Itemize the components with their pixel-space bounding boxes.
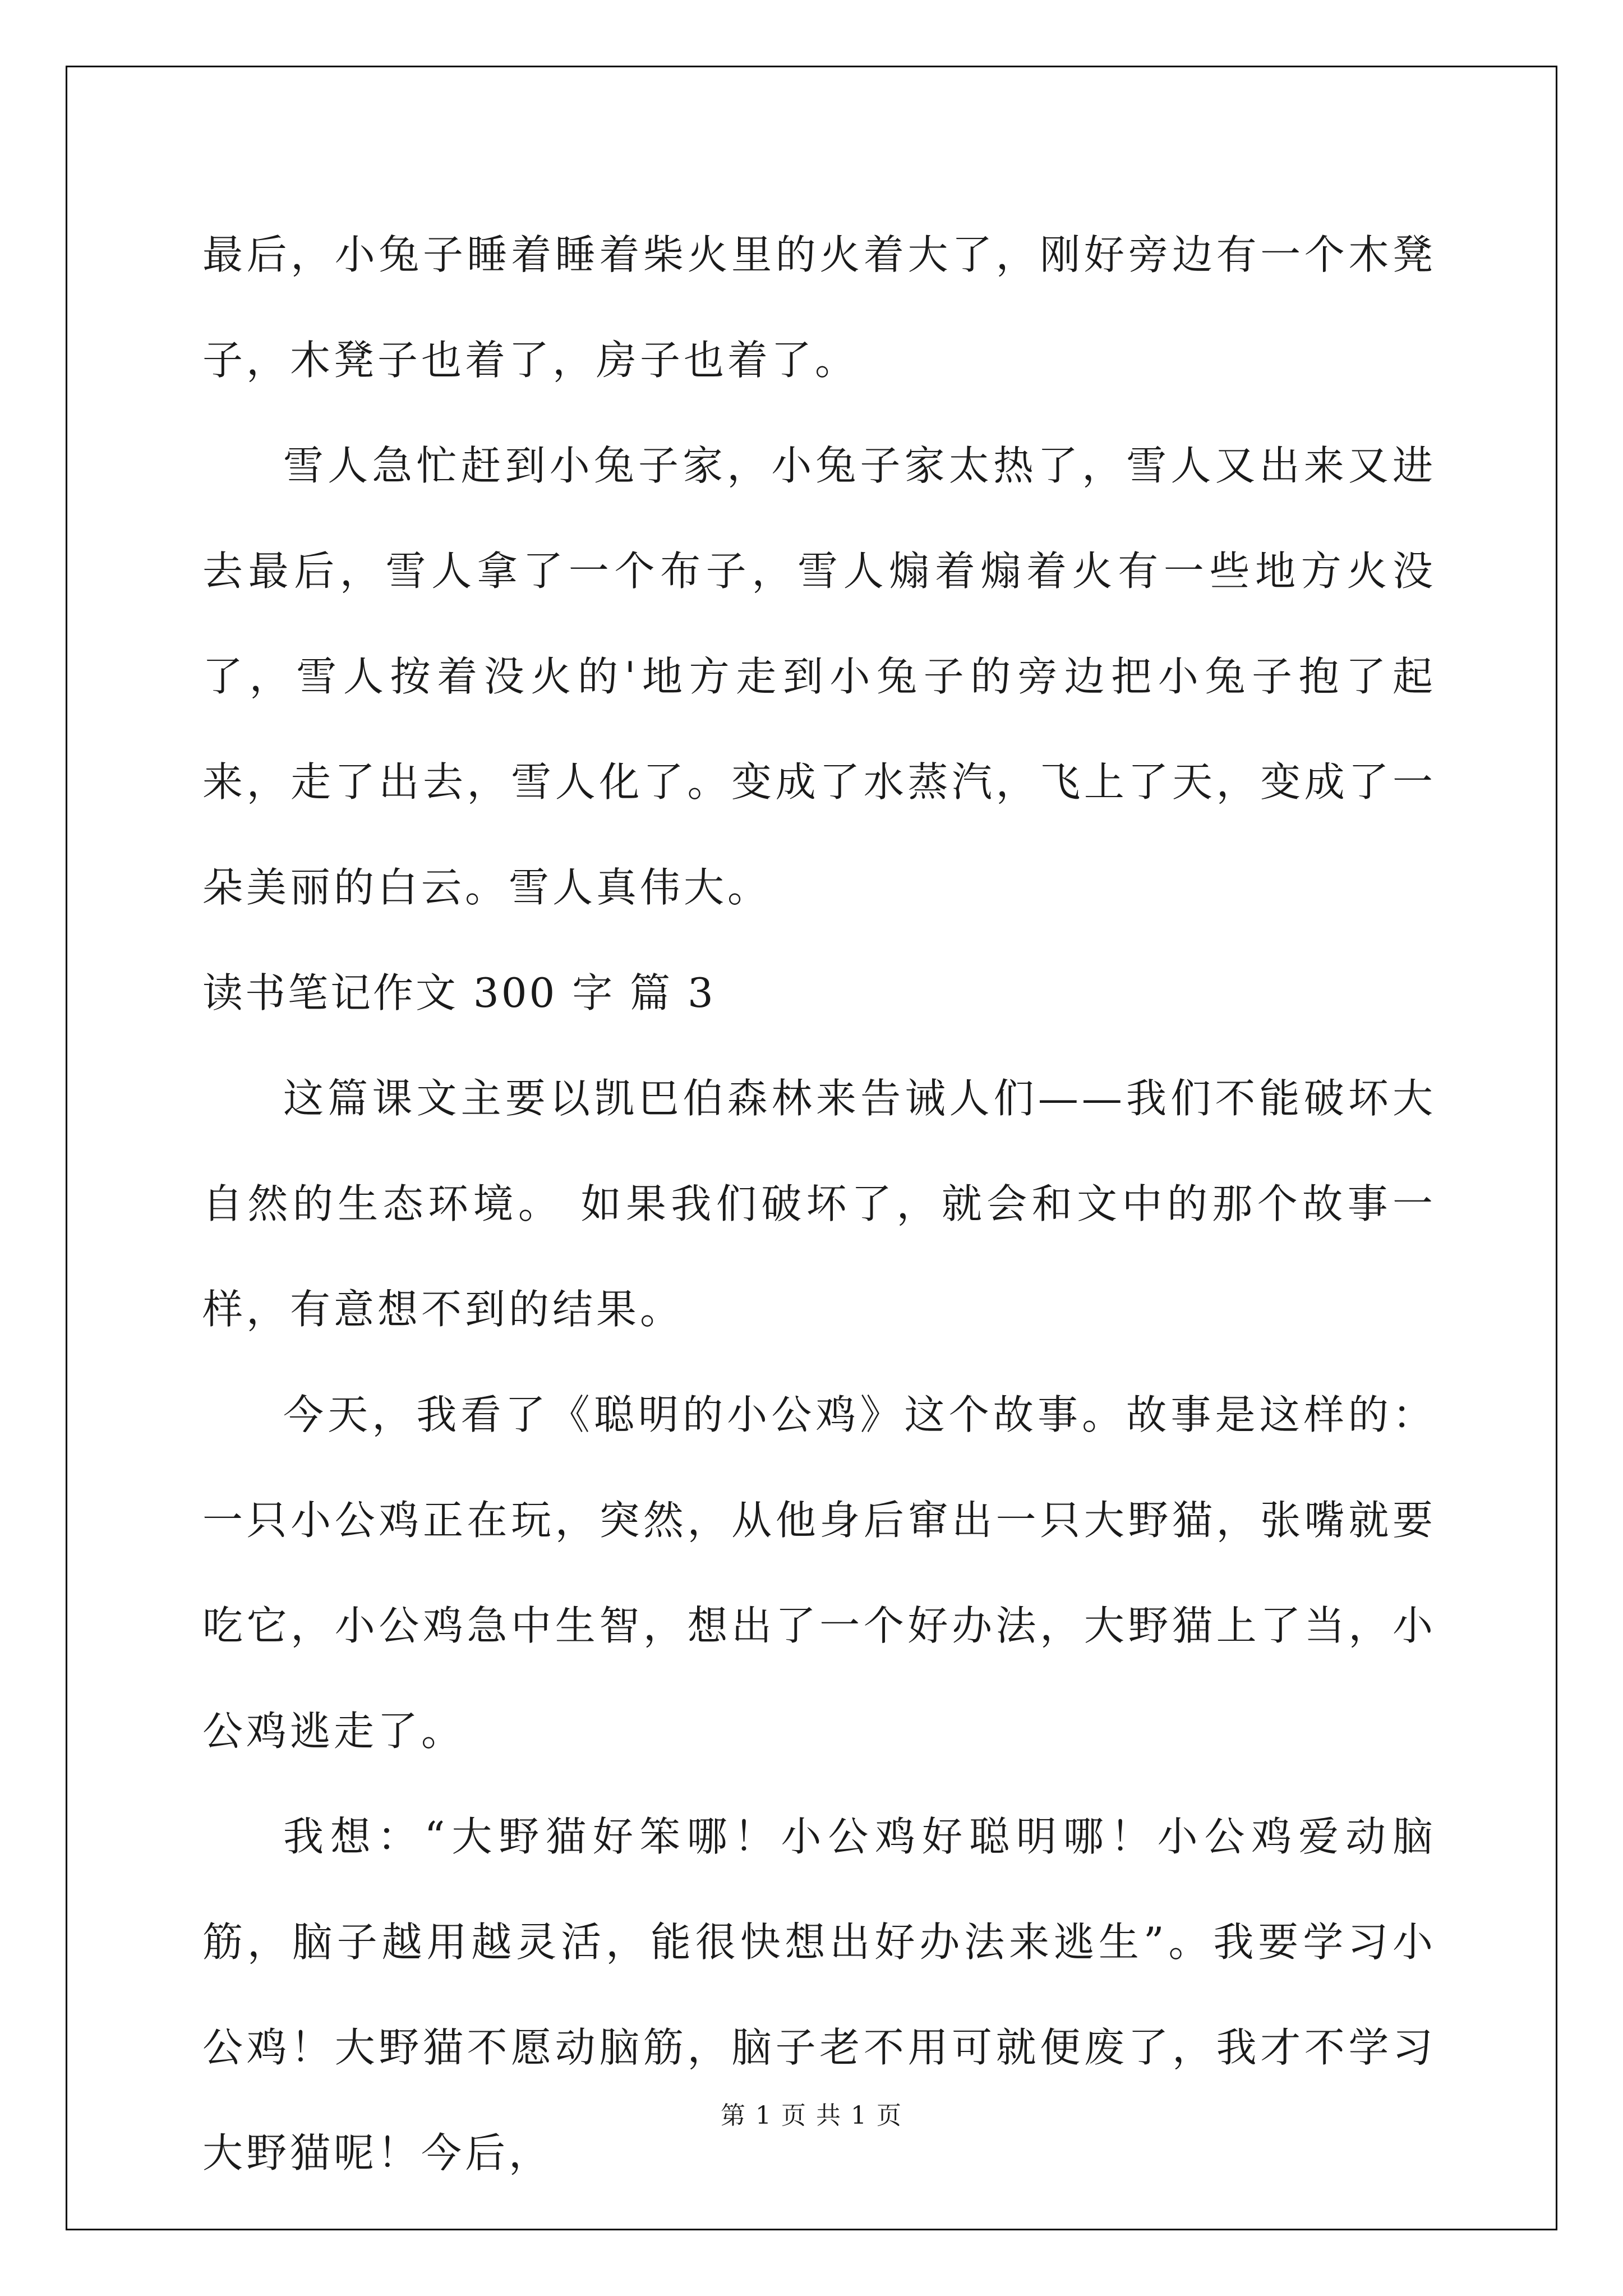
page-footer: 第 1 页 共 1 页 [721, 2101, 902, 2130]
paragraph-3: 这篇课文主要以凯巴伯森林来告诫人们——我们不能破坏大自然的生态环境。 如果我们破坏了，就会和文中的那个故事一样，有意想不到的结果。 [202, 1075, 1436, 1333]
section-heading: 读书笔记作文 300 字 篇 3 [202, 969, 716, 1016]
document-body [202, 202, 1436, 2206]
paragraph-5: 我想：“大野猫好笨哪！小公鸡好聪明哪！小公鸡爱动脑筋，脑子越用越灵活，能很快想出好办法来逃生”。我要学习小公鸡！大野猫不愿动脑筋，脑子老不用可就便废了，我才不学习大野猫呢！今后， [202, 1813, 1436, 2177]
paragraph-4: 今天，我看了《聪明的小公鸡》这个故事。故事是这样的：一只小公鸡正在玩，突然，从他身后窜出一只大野猫，张嘴就要吃它，小公鸡急中生智，想出了一个好办法，大野猫上了当，小公鸡逃走了。 [202, 1391, 1436, 1755]
paragraph-2: 雪人急忙赶到小兔子家，小兔子家太热了，雪人又出来又进去最后，雪人拿了一个布子，雪人煽着煽着火有一些地方火没了，雪人按着没火的'地方走到小兔子的旁边把小兔子抱了起来，走了出去，雪人化了。变成了水蒸汽，飞上了天，变成了一朵美丽的白云。雪人真伟大。 [202, 442, 1436, 911]
paragraph-1: 最后，小兔子睡着睡着柴火里的火着大了，刚好旁边有一个木凳子，木凳子也着了，房子也着了。 [202, 231, 1436, 384]
